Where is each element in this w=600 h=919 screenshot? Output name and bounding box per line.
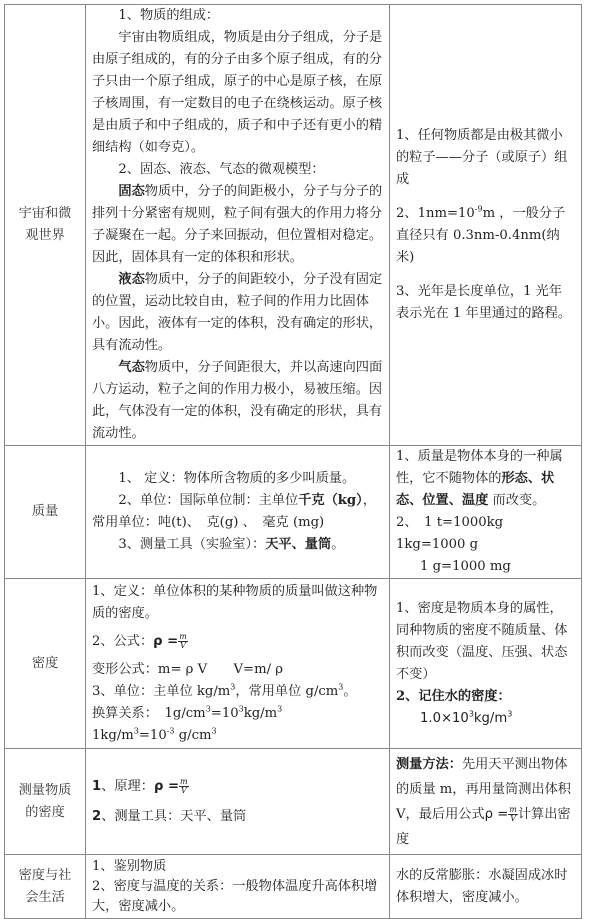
heading-micro-model: 2、固态、液态、气态的微观模型： [118, 162, 325, 177]
physics-notes-table [4, 4, 582, 919]
mass-definition: 1、 定义：物体所含物质的多少叫质量。 [118, 471, 356, 486]
topic-cell [5, 5, 86, 446]
fraction: $\frac{m}{V}$ [509, 804, 517, 823]
measure-method: 测量方法：先用天平测出物体的质量 m，再用量筒测出体积 V，最后用公式ρ = $\frac{m}{V}$ 计算出密度 [396, 756, 571, 847]
mass-property-note: 1、质量是物体本身的一种属性，它不随物体的形态、状态、位置、温度 而改变。 [396, 449, 563, 508]
mass-tools: 3、测量工具（实验室）：天平、量筒。 [118, 537, 345, 552]
table-row-density [5, 579, 582, 749]
note-particles: 1、任何物质都是由极其微小的粒子——分子（或原子）组成 [396, 128, 568, 187]
topic-cell [5, 446, 86, 579]
topic-label: 质量 [31, 504, 59, 519]
content-cell [86, 579, 390, 749]
extra-cell [390, 5, 582, 446]
extra-cell [390, 855, 582, 919]
table-row-mass [5, 446, 582, 579]
content-cell [86, 5, 390, 446]
topic-label: 密度与社会生活 [18, 867, 72, 905]
measure-principle: 1、原理：ρ = $\frac{m}{V}$ [92, 776, 188, 795]
fraction: $\frac{m}{V}$ [179, 631, 187, 650]
topic-cell [5, 579, 86, 749]
density-units: 3、单位：主单位 $kg/m^3$，常用单位 $g/cm^3$。 [92, 682, 357, 699]
gas-label: 气态 [118, 360, 145, 375]
topic-label: 宇宙和微观世界 [18, 206, 72, 243]
water-density-label: 2、记住水的密度： [396, 688, 511, 704]
topic-cell [5, 749, 86, 855]
mass-conversion-2: 1 g=1000 mg [420, 559, 511, 574]
mass-unit: 2、单位：国际单位制：主单位千克（kg）， [118, 493, 376, 508]
density-conversion: 换算关系： $1g/cm^3=10^3kg/m^3$ $1kg/m^3=10^{-3}$ $g/cm^3$ [92, 704, 309, 743]
paragraph-gas: 气态物质中，分子间距很大，并以高速向四面八方运动，粒子之间的作用力极小，易被压缩。因此，气体没有一定的体积，没有确定的形状，具有流动性。 [92, 360, 383, 441]
mass-conversion: 2、 1 t=1000kg 1kg=1000 g [396, 515, 517, 552]
density-definition: 1、定义：单位体积的某种物质的质量叫做这种物质的密度。 [92, 583, 378, 621]
water-density-value: $1.0\times 10^3kg/m^3$ [420, 709, 513, 726]
heading-composition: 1、物质的组成： [118, 8, 220, 23]
note-light-year: 3、光年是长度单位，1 光年表示光在 1 年里通过的路程。 [396, 284, 572, 321]
topic-cell [5, 855, 86, 919]
density-formula: 2、公式：ρ = $\frac{m}{V}$ [92, 631, 187, 650]
table-row-measure-density [5, 749, 582, 855]
note-nanometer: 2、$1nm=10^{-9}m$ ，一般分子直径只有 0.3nm-0.4nm(纳米) [396, 204, 566, 265]
content-cell [86, 446, 390, 579]
fraction: $\frac{m}{V}$ [180, 776, 188, 795]
topic-label: 密度 [31, 655, 59, 671]
content-cell [86, 749, 390, 855]
density-derived-formula: 变形公式：m= ρ V V=m/ ρ [92, 661, 283, 677]
paragraph-solid: 固态物质中，分子的间距极小，分子与分子的排列十分紧密有规则，粒子间有强大的作用力将分子凝聚在一起。分子来回振动，但位置相对稳定。因此，固体具有一定的体积和形状。 [92, 184, 383, 265]
paragraph-composition: 宇宙由物质组成，物质是由分子组成，分子是由原子组成的，有的分子由多个原子组成，有的分子只由一个原子组成，原子的中心是原子核，在原子核周围，有一定数目的电子在绕核运动。原子核是由质子和中子组成的，质子和中子还有更小的精细结构（如夸克）。 [92, 30, 383, 155]
liquid-label: 液态 [118, 272, 145, 287]
extra-cell [390, 749, 582, 855]
measure-tools: 2、测量工具：天平、量筒 [92, 808, 247, 824]
paragraph-liquid: 液态物质中，分子的间距较小，分子没有固定的位置，运动比较自由，粒子间的作用力比固体小。因此，液体有一定的体积，没有确定的形状，具有流动性。 [92, 272, 383, 353]
solid-label: 固态 [118, 184, 145, 199]
extra-cell [390, 579, 582, 749]
water-anomaly: 水的反常膨胀：水凝固成冰时体积增大，密度减小。 [396, 867, 568, 905]
identify-substance: 1、鉴别物质 [92, 858, 167, 874]
content-cell [86, 855, 390, 919]
density-temperature: 2、密度与温度的关系：一般物体温度升高体积增大，密度减小。 [92, 878, 378, 914]
density-property-note: 1、密度是物质本身的属性，同种物质的密度不随质量、体积而改变（温度、压强、状态不变） [396, 600, 568, 682]
mass-common-units: 常用单位：吨(t)、 克(g) 、 毫克 (mg) [92, 515, 325, 530]
topic-label: 测量物质的密度 [18, 782, 72, 820]
extra-cell [390, 446, 582, 579]
table-row-density-society [5, 855, 582, 919]
table-row-universe [5, 5, 582, 446]
